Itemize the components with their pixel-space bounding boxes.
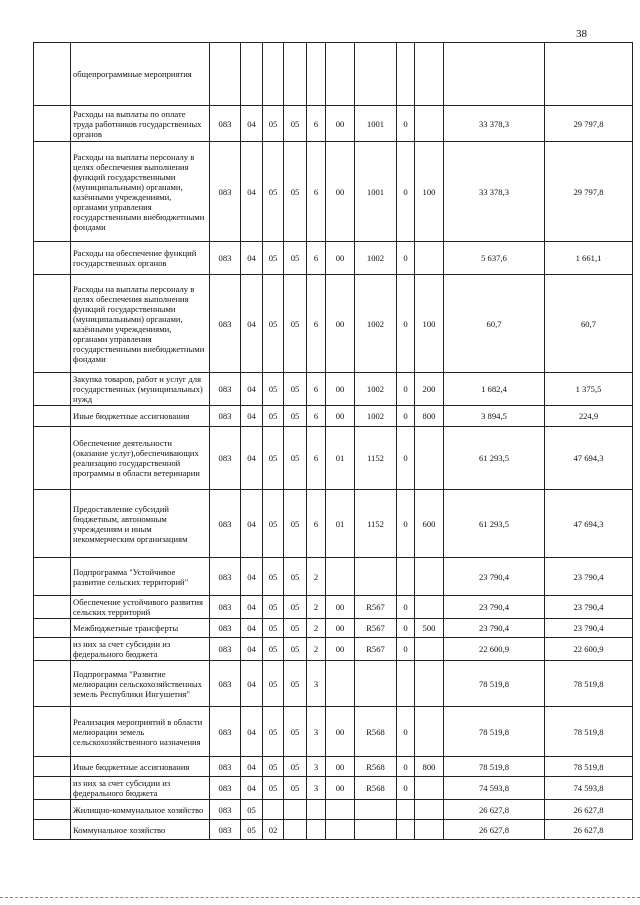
cell-sum1: 22 600,9: [444, 638, 545, 661]
blank-cell: [34, 757, 71, 777]
cell-ved: 083: [210, 373, 241, 406]
cell-t5: 0: [397, 757, 415, 777]
cell-vr: [415, 777, 444, 800]
cell-t2: 6: [307, 427, 326, 490]
cell-vr: [415, 43, 444, 106]
cell-ved: [210, 43, 241, 106]
row-name-cell: Иные бюджетные ассигнования: [71, 406, 210, 427]
cell-t2: 6: [307, 275, 326, 373]
row-name-cell: Закупка товаров, работ и услуг для государственных (муниципальных) нужд: [71, 373, 210, 406]
cell-sum2: 29 797,8: [545, 106, 633, 142]
cell-vr: 500: [415, 619, 444, 638]
cell-t5: 0: [397, 707, 415, 757]
cell-vr: [415, 596, 444, 619]
cell-ved: 083: [210, 106, 241, 142]
table-body: [34, 43, 633, 840]
cell-t4: 1002: [355, 275, 397, 373]
cell-rz: 04: [241, 707, 263, 757]
cell-t5: 0: [397, 777, 415, 800]
cell-rz: 04: [241, 275, 263, 373]
row-name-cell: из них за счет субсидии из федерального бюджета: [71, 777, 210, 800]
table-row: [34, 757, 633, 777]
cell-sum1: 26 627,8: [444, 800, 545, 820]
cell-ved: 083: [210, 707, 241, 757]
cell-vr: 100: [415, 275, 444, 373]
cell-t2: 6: [307, 373, 326, 406]
table-row: [34, 820, 633, 840]
cell-t5: 0: [397, 490, 415, 558]
cell-vr: [415, 820, 444, 840]
cell-t4: 1002: [355, 242, 397, 275]
cell-t3: 00: [326, 373, 355, 406]
cell-rz: 04: [241, 406, 263, 427]
row-name-cell: Иные бюджетные ассигнования: [71, 757, 210, 777]
cell-rz: 04: [241, 427, 263, 490]
table-row: [34, 373, 633, 406]
cell-t5: 0: [397, 638, 415, 661]
cell-pr: 05: [263, 275, 284, 373]
cell-t5: 0: [397, 242, 415, 275]
row-name-cell: Реализация мероприятий в области мелиорации земель сельскохозяйственного назначения: [71, 707, 210, 757]
cell-ved: 083: [210, 142, 241, 242]
cell-t1: 05: [284, 427, 307, 490]
table-row: [34, 242, 633, 275]
cell-rz: 04: [241, 757, 263, 777]
cell-ved: 083: [210, 757, 241, 777]
table-row: [34, 619, 633, 638]
cell-sum1: 78 519,8: [444, 707, 545, 757]
cell-t4: 1001: [355, 142, 397, 242]
cell-sum2: 1 375,5: [545, 373, 633, 406]
cell-vr: [415, 661, 444, 707]
cell-sum1: 74 593,8: [444, 777, 545, 800]
cell-sum1: 61 293,5: [444, 427, 545, 490]
cell-sum1: 33 378,3: [444, 142, 545, 242]
cell-sum2: 78 519,8: [545, 661, 633, 707]
cell-t3: 00: [326, 757, 355, 777]
cell-sum1: 23 790,4: [444, 619, 545, 638]
cell-t4: R568: [355, 757, 397, 777]
cell-sum1: 23 790,4: [444, 558, 545, 596]
row-name-cell: Жилищно-коммунальное хозяйство: [71, 800, 210, 820]
cell-rz: 04: [241, 373, 263, 406]
cell-ved: 083: [210, 242, 241, 275]
cell-sum1: 61 293,5: [444, 490, 545, 558]
cell-t5: 0: [397, 427, 415, 490]
cell-t2: 2: [307, 638, 326, 661]
cell-t3: 00: [326, 142, 355, 242]
cell-t5: 0: [397, 142, 415, 242]
cell-t3: 00: [326, 242, 355, 275]
cell-rz: 04: [241, 596, 263, 619]
cell-t1: 05: [284, 406, 307, 427]
cell-pr: 05: [263, 406, 284, 427]
cell-t5: [397, 661, 415, 707]
row-name-cell: Предоставление субсидий бюджетным, автономным учреждениям и иным некоммерческим организациям: [71, 490, 210, 558]
cell-t3: 00: [326, 638, 355, 661]
cell-rz: 04: [241, 619, 263, 638]
blank-cell: [34, 777, 71, 800]
blank-cell: [34, 820, 71, 840]
table-row: [34, 707, 633, 757]
cell-t3: 00: [326, 777, 355, 800]
cell-ved: 083: [210, 427, 241, 490]
cell-t1: [284, 820, 307, 840]
row-name-cell: Расходы на обеспечение функций государственных органов: [71, 242, 210, 275]
budget-table: [33, 42, 633, 840]
cell-ved: 083: [210, 275, 241, 373]
cell-vr: [415, 106, 444, 142]
cell-rz: 04: [241, 558, 263, 596]
cell-t5: [397, 800, 415, 820]
cell-pr: 05: [263, 596, 284, 619]
cell-t3: 00: [326, 596, 355, 619]
table-row: [34, 777, 633, 800]
row-name-cell: Расходы на выплаты персоналу в целях обеспечения выполнения функций государственными (муниципальными) органами, казёнными учреждениями, органами управления государственными внебюджетными фондами: [71, 142, 210, 242]
cell-sum1: 23 790,4: [444, 596, 545, 619]
cell-t4: 1002: [355, 373, 397, 406]
cell-pr: 05: [263, 777, 284, 800]
cell-t1: 05: [284, 142, 307, 242]
cell-t2: 6: [307, 406, 326, 427]
row-name-cell: Расходы на выплаты персоналу в целях обеспечения выполнения функций государственными (муниципальными) органами, казёнными учреждениями, органами управления государственными внебюджетными фондами: [71, 275, 210, 373]
cell-sum1: 3 894,5: [444, 406, 545, 427]
blank-cell: [34, 596, 71, 619]
blank-cell: [34, 558, 71, 596]
cell-ved: 083: [210, 619, 241, 638]
cell-t1: 05: [284, 661, 307, 707]
cell-pr: 02: [263, 820, 284, 840]
cell-t1: 05: [284, 106, 307, 142]
cell-ved: 083: [210, 406, 241, 427]
row-name-cell: из них за счет субсидии из федерального бюджета: [71, 638, 210, 661]
cell-vr: 600: [415, 490, 444, 558]
cell-sum1: 33 378,3: [444, 106, 545, 142]
cell-t4: [355, 661, 397, 707]
blank-cell: [34, 275, 71, 373]
cell-t1: 05: [284, 638, 307, 661]
cell-t2: 6: [307, 490, 326, 558]
blank-cell: [34, 707, 71, 757]
cell-t4: [355, 558, 397, 596]
cell-t4: 1152: [355, 490, 397, 558]
cell-t4: R568: [355, 707, 397, 757]
cell-sum1: 60,7: [444, 275, 545, 373]
table-row: [34, 800, 633, 820]
blank-cell: [34, 619, 71, 638]
cell-t4: [355, 820, 397, 840]
cell-sum1: 1 682,4: [444, 373, 545, 406]
cell-t4: 1002: [355, 406, 397, 427]
cell-t1: 05: [284, 757, 307, 777]
cell-rz: 04: [241, 106, 263, 142]
blank-cell: [34, 373, 71, 406]
cell-sum2: 26 627,8: [545, 800, 633, 820]
cell-t2: 6: [307, 242, 326, 275]
cell-t4: 1152: [355, 427, 397, 490]
cell-rz: 05: [241, 800, 263, 820]
cell-ved: 083: [210, 820, 241, 840]
cell-t1: [284, 43, 307, 106]
bottom-divider: [0, 897, 640, 899]
table-row: [34, 558, 633, 596]
cell-t2: [307, 43, 326, 106]
cell-t5: [397, 43, 415, 106]
cell-t5: 0: [397, 406, 415, 427]
cell-sum2: 29 797,8: [545, 142, 633, 242]
cell-sum1: 26 627,8: [444, 820, 545, 840]
row-name-cell: Обеспечение деятельности (оказание услуг),обеспечивающих реализацию государственной программы в области ветеринарии: [71, 427, 210, 490]
cell-t1: 05: [284, 490, 307, 558]
cell-vr: [415, 427, 444, 490]
cell-t1: 05: [284, 596, 307, 619]
cell-sum2: 23 790,4: [545, 558, 633, 596]
cell-vr: [415, 558, 444, 596]
cell-t4: R567: [355, 596, 397, 619]
table-row: [34, 427, 633, 490]
row-name-cell: Подпрограмма "Устойчивое развитие сельских территорий": [71, 558, 210, 596]
cell-t1: 05: [284, 558, 307, 596]
cell-pr: 05: [263, 707, 284, 757]
cell-t3: 01: [326, 427, 355, 490]
cell-t5: 0: [397, 619, 415, 638]
cell-t2: 3: [307, 757, 326, 777]
cell-t2: 6: [307, 142, 326, 242]
cell-t3: 00: [326, 406, 355, 427]
cell-rz: 04: [241, 142, 263, 242]
blank-cell: [34, 106, 71, 142]
row-name-cell: общепрограммные мероприятия: [71, 43, 210, 106]
cell-rz: [241, 43, 263, 106]
cell-sum1: 78 519,8: [444, 661, 545, 707]
cell-rz: 04: [241, 242, 263, 275]
cell-t1: 05: [284, 777, 307, 800]
cell-t5: [397, 820, 415, 840]
cell-ved: 083: [210, 596, 241, 619]
cell-ved: 083: [210, 777, 241, 800]
cell-t1: 05: [284, 242, 307, 275]
row-name-cell: Межбюджетные трансферты: [71, 619, 210, 638]
cell-t3: 00: [326, 106, 355, 142]
cell-t2: 6: [307, 106, 326, 142]
table-row: [34, 142, 633, 242]
table-row: [34, 106, 633, 142]
cell-vr: [415, 707, 444, 757]
cell-pr: 05: [263, 638, 284, 661]
cell-sum2: 60,7: [545, 275, 633, 373]
cell-t4: R567: [355, 638, 397, 661]
cell-t3: [326, 820, 355, 840]
cell-sum2: 78 519,8: [545, 707, 633, 757]
cell-t2: [307, 800, 326, 820]
cell-pr: [263, 43, 284, 106]
table-row: [34, 406, 633, 427]
cell-t5: 0: [397, 596, 415, 619]
cell-sum2: 23 790,4: [545, 596, 633, 619]
cell-t4: [355, 43, 397, 106]
cell-sum2: 26 627,8: [545, 820, 633, 840]
cell-t1: 05: [284, 275, 307, 373]
cell-sum2: 1 661,1: [545, 242, 633, 275]
cell-sum2: 74 593,8: [545, 777, 633, 800]
cell-vr: 200: [415, 373, 444, 406]
cell-vr: 800: [415, 757, 444, 777]
row-name-cell: Обеспечение устойчивого развития сельских территорий: [71, 596, 210, 619]
cell-t4: R567: [355, 619, 397, 638]
cell-t5: 0: [397, 106, 415, 142]
cell-pr: 05: [263, 427, 284, 490]
table-row: [34, 661, 633, 707]
cell-ved: 083: [210, 800, 241, 820]
cell-rz: 04: [241, 638, 263, 661]
blank-cell: [34, 638, 71, 661]
cell-sum2: 23 790,4: [545, 619, 633, 638]
blank-cell: [34, 406, 71, 427]
cell-t1: 05: [284, 707, 307, 757]
page-number: 38: [576, 28, 587, 40]
table-row: [34, 275, 633, 373]
cell-t3: 00: [326, 275, 355, 373]
cell-t2: 3: [307, 661, 326, 707]
cell-t3: [326, 43, 355, 106]
cell-pr: 05: [263, 757, 284, 777]
cell-pr: 05: [263, 490, 284, 558]
cell-t2: 2: [307, 558, 326, 596]
cell-pr: 05: [263, 619, 284, 638]
cell-t3: [326, 800, 355, 820]
cell-t4: R568: [355, 777, 397, 800]
cell-sum2: [545, 43, 633, 106]
cell-t3: 00: [326, 707, 355, 757]
cell-rz: 04: [241, 777, 263, 800]
cell-rz: 04: [241, 490, 263, 558]
cell-ved: 083: [210, 638, 241, 661]
cell-t3: 00: [326, 619, 355, 638]
cell-rz: 05: [241, 820, 263, 840]
cell-vr: [415, 638, 444, 661]
cell-sum1: 78 519,8: [444, 757, 545, 777]
cell-t3: [326, 661, 355, 707]
blank-cell: [34, 242, 71, 275]
cell-pr: 05: [263, 373, 284, 406]
blank-cell: [34, 661, 71, 707]
table-row: [34, 490, 633, 558]
blank-cell: [34, 43, 71, 106]
cell-sum2: 224,9: [545, 406, 633, 427]
cell-rz: 04: [241, 661, 263, 707]
cell-vr: 100: [415, 142, 444, 242]
blank-cell: [34, 490, 71, 558]
cell-pr: 05: [263, 106, 284, 142]
cell-t1: 05: [284, 619, 307, 638]
cell-pr: [263, 800, 284, 820]
cell-t2: 3: [307, 777, 326, 800]
cell-t5: 0: [397, 275, 415, 373]
cell-pr: 05: [263, 142, 284, 242]
cell-t5: 0: [397, 373, 415, 406]
blank-cell: [34, 800, 71, 820]
cell-vr: [415, 800, 444, 820]
cell-ved: 083: [210, 490, 241, 558]
cell-t4: 1001: [355, 106, 397, 142]
cell-pr: 05: [263, 558, 284, 596]
row-name-cell: Коммунальное хозяйство: [71, 820, 210, 840]
table-row: [34, 638, 633, 661]
cell-t3: [326, 558, 355, 596]
cell-t5: [397, 558, 415, 596]
cell-t1: [284, 800, 307, 820]
cell-t4: [355, 800, 397, 820]
cell-vr: [415, 242, 444, 275]
cell-pr: 05: [263, 661, 284, 707]
blank-cell: [34, 427, 71, 490]
cell-vr: 800: [415, 406, 444, 427]
cell-t1: 05: [284, 373, 307, 406]
cell-t2: [307, 820, 326, 840]
cell-t2: 2: [307, 619, 326, 638]
cell-sum2: 47 694,3: [545, 427, 633, 490]
cell-t2: 2: [307, 596, 326, 619]
cell-sum1: [444, 43, 545, 106]
cell-t2: 3: [307, 707, 326, 757]
cell-sum2: 47 694,3: [545, 490, 633, 558]
table-row: [34, 43, 633, 106]
cell-ved: 083: [210, 661, 241, 707]
row-name-cell: Подпрограмма "Развитие мелиорации сельскохозяйственных земель Республики Ингушетия": [71, 661, 210, 707]
blank-cell: [34, 142, 71, 242]
table-row: [34, 596, 633, 619]
cell-ved: 083: [210, 558, 241, 596]
cell-t3: 01: [326, 490, 355, 558]
row-name-cell: Расходы на выплаты по оплате труда работников государственных органов: [71, 106, 210, 142]
cell-sum1: 5 637,6: [444, 242, 545, 275]
cell-pr: 05: [263, 242, 284, 275]
cell-sum2: 22 600,9: [545, 638, 633, 661]
cell-sum2: 78 519,8: [545, 757, 633, 777]
